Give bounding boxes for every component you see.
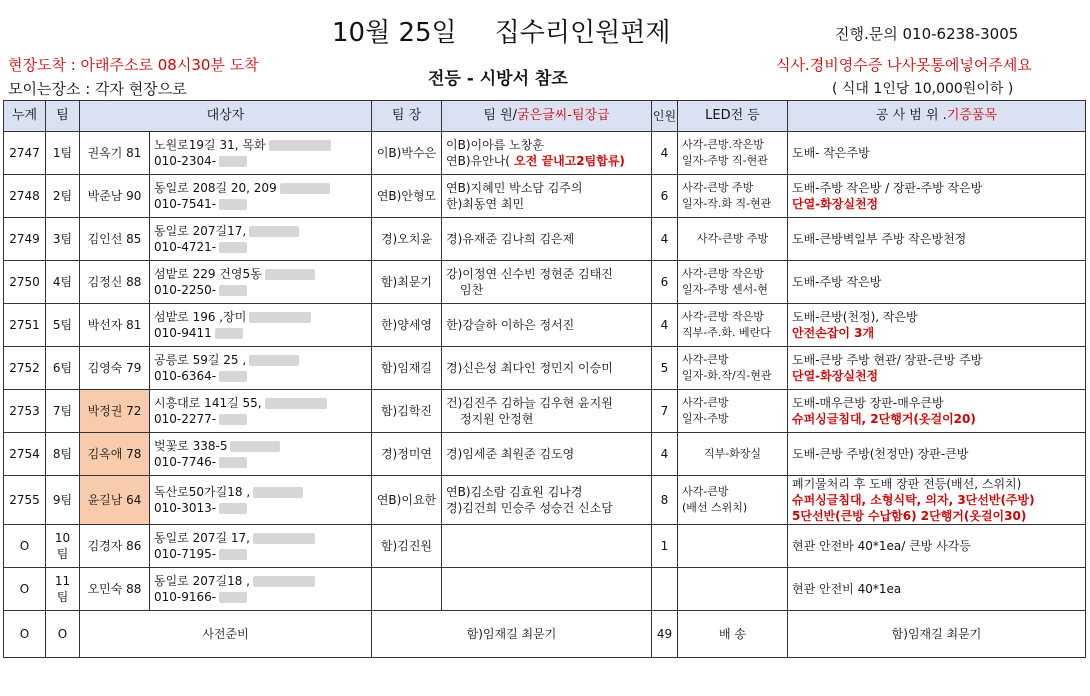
cell-no: 2752 [4,347,46,390]
table-row [4,525,1086,568]
cell-count: 4 [652,132,678,175]
table-row [4,218,1086,261]
cell-team: 2팀 [46,175,80,218]
cell-team: 10팀 [46,525,80,568]
table-row [4,476,1086,525]
cell-name: 박선자 81 [80,304,150,347]
cell-count: 6 [652,175,678,218]
cell-count: 8 [652,476,678,525]
cell-address: 섬밭로 196 ,장미 010-9411 [150,304,372,347]
cell-no: 2750 [4,261,46,304]
cell-name: 김경자 86 [80,525,150,568]
cell-leader: 함)임재길 [372,347,442,390]
cell-members [442,525,652,568]
cell-name: 권옥기 81 [80,132,150,175]
cell-no: 2749 [4,218,46,261]
meal-notice: 식사.경비영수증 나사못통에넣어주세요 [776,56,1032,74]
cell-led: 사각-큰방 (배선 스위치) [678,476,788,525]
col-target: 대상자 [80,101,372,132]
redacted-mask [253,487,303,498]
cell-no: 2753 [4,390,46,433]
cell-team: 8팀 [46,433,80,476]
cell-address: 독산로50가길18 , 010-3013- [150,476,372,525]
table-row [4,390,1086,433]
redacted-mask [265,269,315,280]
page-title: 10월 25일 집수리인원편제 [332,18,671,48]
cell-name: 김정신 88 [80,261,150,304]
meal-note: ( 식대 1인당 10,000원이하 ) [832,81,1014,97]
cell-team: 11팀 [46,568,80,611]
redacted-mask [219,285,247,296]
cell-led: 사각-큰방 주방 [678,218,788,261]
cell-count: 4 [652,304,678,347]
cell-team: 6팀 [46,347,80,390]
cell-no: 2754 [4,433,46,476]
cell-scope: 폐기물처리 후 도배 장판 전등(배선, 스위치) 슈퍼싱글침대, 소형식탁, 의자, 3단선반(주방) 5단선반(큰방 수납함6) 2단행거(옷걸이30) [788,476,1086,525]
cell-members: 이B)이아름 노창훈 연B)유안나( 오전 끝내고2팀합류) [442,132,652,175]
footer-led: 배 송 [678,611,788,658]
cell-led: 사각-큰방.작은방 일자-주방 직-현관 [678,132,788,175]
cell-leader: 이B)박수은 [372,132,442,175]
cell-leader: 연B)안형모 [372,175,442,218]
col-count: 인원 [652,101,678,132]
table-row [4,132,1086,175]
cell-count: 1 [652,525,678,568]
arrival-notice: 현장도착 : 아래주소로 08시30분 도착 [8,56,259,74]
gathering-place: 모이는장소 : 각자 현장으로 [8,80,187,98]
cell-members: 건)김진주 김하늘 김우현 윤지원 정지원 안정현 [442,390,652,433]
cell-members: 연B)지혜민 박소담 김주의 한)최동연 최민 [442,175,652,218]
redacted-mask [219,414,247,425]
cell-address: 동일로 207길 17, 010-7195- [150,525,372,568]
redacted-mask [249,226,299,237]
cell-name: 박정권 72 [80,390,150,433]
redacted-mask [230,441,280,452]
redacted-mask [215,328,243,339]
cell-members [442,568,652,611]
cell-address: 동일로 207길18 , 010-9166- [150,568,372,611]
cell-address: 벚꽃로 338-5 010-7746- [150,433,372,476]
header-row [4,101,1086,132]
cell-led: 사각-큰방 작은방 일자-주방 센서-현 [678,261,788,304]
cell-address: 동일로 208길 20, 209 010-7541- [150,175,372,218]
redacted-mask [219,503,247,514]
cell-address: 공릉로 59길 25 , 010-6364- [150,347,372,390]
col-led: LED전 등 [678,101,788,132]
redacted-mask [253,576,315,587]
cell-no: O [4,568,46,611]
cell-led: 사각-큰방 주방 일자-작.화 직-현관 [678,175,788,218]
footer-count: 49 [652,611,678,658]
cell-leader: 함)김학진 [372,390,442,433]
cell-name: 김인선 85 [80,218,150,261]
cell-scope: 도배-주방 작은방 [788,261,1086,304]
redacted-mask [219,592,247,603]
cell-team: 9팀 [46,476,80,525]
cell-count: 6 [652,261,678,304]
redacted-mask [269,140,331,151]
cell-members: 경)임세준 최원준 김도영 [442,433,652,476]
redacted-mask [219,457,247,468]
cell-leader: 경)정미연 [372,433,442,476]
redacted-mask [219,156,247,167]
redacted-mask [249,312,311,323]
cell-led [678,525,788,568]
cell-scope: 현관 안전비 40*1ea [788,568,1086,611]
cell-address: 시흥대로 141길 55, 010-2277- [150,390,372,433]
cell-scope: 도배-주방 작은방 / 장판-주방 작은방 단열-화장실천정 [788,175,1086,218]
cell-address: 동일로 207길17, 010-4721- [150,218,372,261]
cell-scope: 도배-큰방벽일부 주방 작은방천정 [788,218,1086,261]
cell-name: 박준남 90 [80,175,150,218]
cell-members: 강)이정연 신수빈 정현준 김태진 임찬 [442,261,652,304]
redacted-mask [280,183,330,194]
cell-members: 한)강슬하 이하은 정서진 [442,304,652,347]
redacted-mask [219,549,247,560]
redacted-mask [219,199,247,210]
cell-leader: 함)김진원 [372,525,442,568]
cell-count: 5 [652,347,678,390]
cell-scope: 도배-큰방(천정), 작은방 안전손잡이 3개 [788,304,1086,347]
cell-leader: 경)오치윤 [372,218,442,261]
cell-led: 사각-큰방 일자-화.작/직-현관 [678,347,788,390]
roster-table [3,100,1086,658]
col-cumulative: 누계 [4,101,46,132]
cell-no: 2751 [4,304,46,347]
cell-no: 2748 [4,175,46,218]
table-row [4,433,1086,476]
cell-address: 노원로19길 31, 목화 010-2304- [150,132,372,175]
col-members: 팀 원/굵은글씨-팀장급 [442,101,652,132]
cell-team: 3팀 [46,218,80,261]
footer-no: O [4,611,46,658]
redacted-mask [219,371,247,382]
cell-name: 오민숙 88 [80,568,150,611]
cell-leader: 함)최문기 [372,261,442,304]
cell-count: 7 [652,390,678,433]
cell-count [652,568,678,611]
table-row [4,568,1086,611]
cell-scope: 도배-큰방 주방(천정만) 장판-큰방 [788,433,1086,476]
col-scope: 공 사 범 위 .기증품목 [788,101,1086,132]
cell-scope: 현관 안전바 40*1ea/ 큰방 사각등 [788,525,1086,568]
cell-leader [372,568,442,611]
redacted-mask [219,242,247,253]
cell-members: 경)신은성 최다인 정민지 이승미 [442,347,652,390]
redacted-mask [265,398,327,409]
cell-no: 2755 [4,476,46,525]
cell-team: 4팀 [46,261,80,304]
cell-team: 5팀 [46,304,80,347]
cell-team: 1팀 [46,132,80,175]
table-row [4,175,1086,218]
cell-leader: 한)양세영 [372,304,442,347]
footer-members: 함)임재길 최문기 [372,611,652,658]
cell-count: 4 [652,218,678,261]
table-row [4,347,1086,390]
cell-name: 김옥애 78 [80,433,150,476]
redacted-mask [249,355,299,366]
cell-count: 4 [652,433,678,476]
cell-members: 경)유재준 김나희 김은제 [442,218,652,261]
footer-row [4,611,1086,658]
cell-leader: 연B)이요한 [372,476,442,525]
footer-team: O [46,611,80,658]
footer-scope: 함)임재길 최문기 [788,611,1086,658]
cell-members: 연B)김소람 김효원 김나경 경)김건희 민승주 성승건 신소담 [442,476,652,525]
col-team: 팀 [46,101,80,132]
col-leader: 팀 장 [372,101,442,132]
table-row [4,261,1086,304]
cell-name: 윤길남 64 [80,476,150,525]
cell-team: 7팀 [46,390,80,433]
cell-scope: 도배- 작은주방 [788,132,1086,175]
cell-led: 사각-큰방 작은방 직부-주.화. 베란다 [678,304,788,347]
cell-led: 사각-큰방 일자-주방 [678,390,788,433]
cell-scope: 도배-매우큰방 장판-매우큰방 슈퍼싱글침대, 2단행거(옷걸이20) [788,390,1086,433]
cell-address: 섬밭로 229 건영5동 010-2250- [150,261,372,304]
cell-scope: 도배-큰방 주방 현관/ 장판-큰방 주방 단열-화장실천정 [788,347,1086,390]
contact-info: 진행.문의 010-6238-3005 [835,25,1019,43]
cell-no: 2747 [4,132,46,175]
table-body [4,132,1086,658]
cell-led [678,568,788,611]
cell-name: 김영숙 79 [80,347,150,390]
cell-led: 직부-화장실 [678,433,788,476]
footer-target: 사전준비 [80,611,372,658]
table-row [4,304,1086,347]
redacted-mask [253,533,315,544]
subtitle: 전등 - 시방서 참조 [428,69,568,89]
cell-no: O [4,525,46,568]
